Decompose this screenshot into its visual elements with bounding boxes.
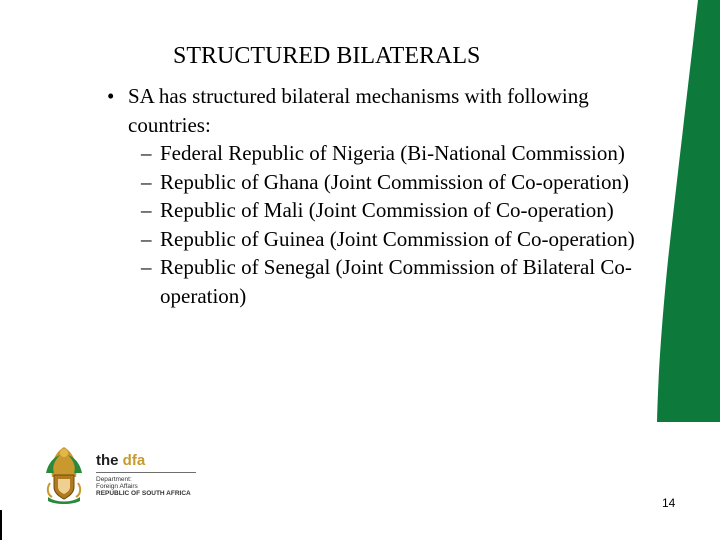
dash-marker: – <box>141 141 152 165</box>
logo-dfa: dfa <box>122 452 146 469</box>
dash-marker: – <box>141 169 152 194</box>
logo-divider <box>96 472 196 473</box>
coat-of-arms-icon <box>40 443 88 505</box>
logo-country: REPUBLIC OF SOUTH AFRICA <box>96 490 191 497</box>
sub-item-text: Republic of Ghana (Joint Commission of Co-operation) <box>160 169 629 194</box>
slide-title: STRUCTURED BILATERALS <box>173 43 481 69</box>
sub-item-text: Republic of Senegal (Joint Commission of Bilateral Co-operation) <box>160 255 632 308</box>
page-number: 14 <box>662 496 676 510</box>
sub-item-guinea <box>141 225 672 254</box>
sub-item-text: Republic of Mali (Joint Commission of Co-operation) <box>160 198 614 222</box>
logo-department: Department: <box>96 476 132 483</box>
sub-item-mali <box>141 196 672 225</box>
dash-marker: – <box>141 226 152 251</box>
bullet-text: SA has structured bilateral mechanisms with following countries: <box>128 84 589 137</box>
sub-item-text: Republic of Guinea (Joint Commission of Co-operation) <box>160 226 635 251</box>
dash-marker: – <box>141 255 152 279</box>
sub-item-senegal <box>141 253 672 310</box>
bullet-marker: • <box>107 84 115 108</box>
edge-mark <box>0 510 2 540</box>
logo-the: the <box>96 452 123 469</box>
dash-marker: – <box>141 198 152 222</box>
dfa-logo <box>40 443 210 505</box>
sub-item-nigeria <box>141 139 672 168</box>
sub-item-text: Federal Republic of Nigeria (Bi-National Commission) <box>160 141 625 165</box>
sub-item-ghana <box>141 168 672 197</box>
logo-foreign-affairs: Foreign Affairs <box>96 483 138 490</box>
slide-body <box>107 82 672 310</box>
bullet-item <box>107 82 672 139</box>
logo-wordmark <box>96 452 145 469</box>
